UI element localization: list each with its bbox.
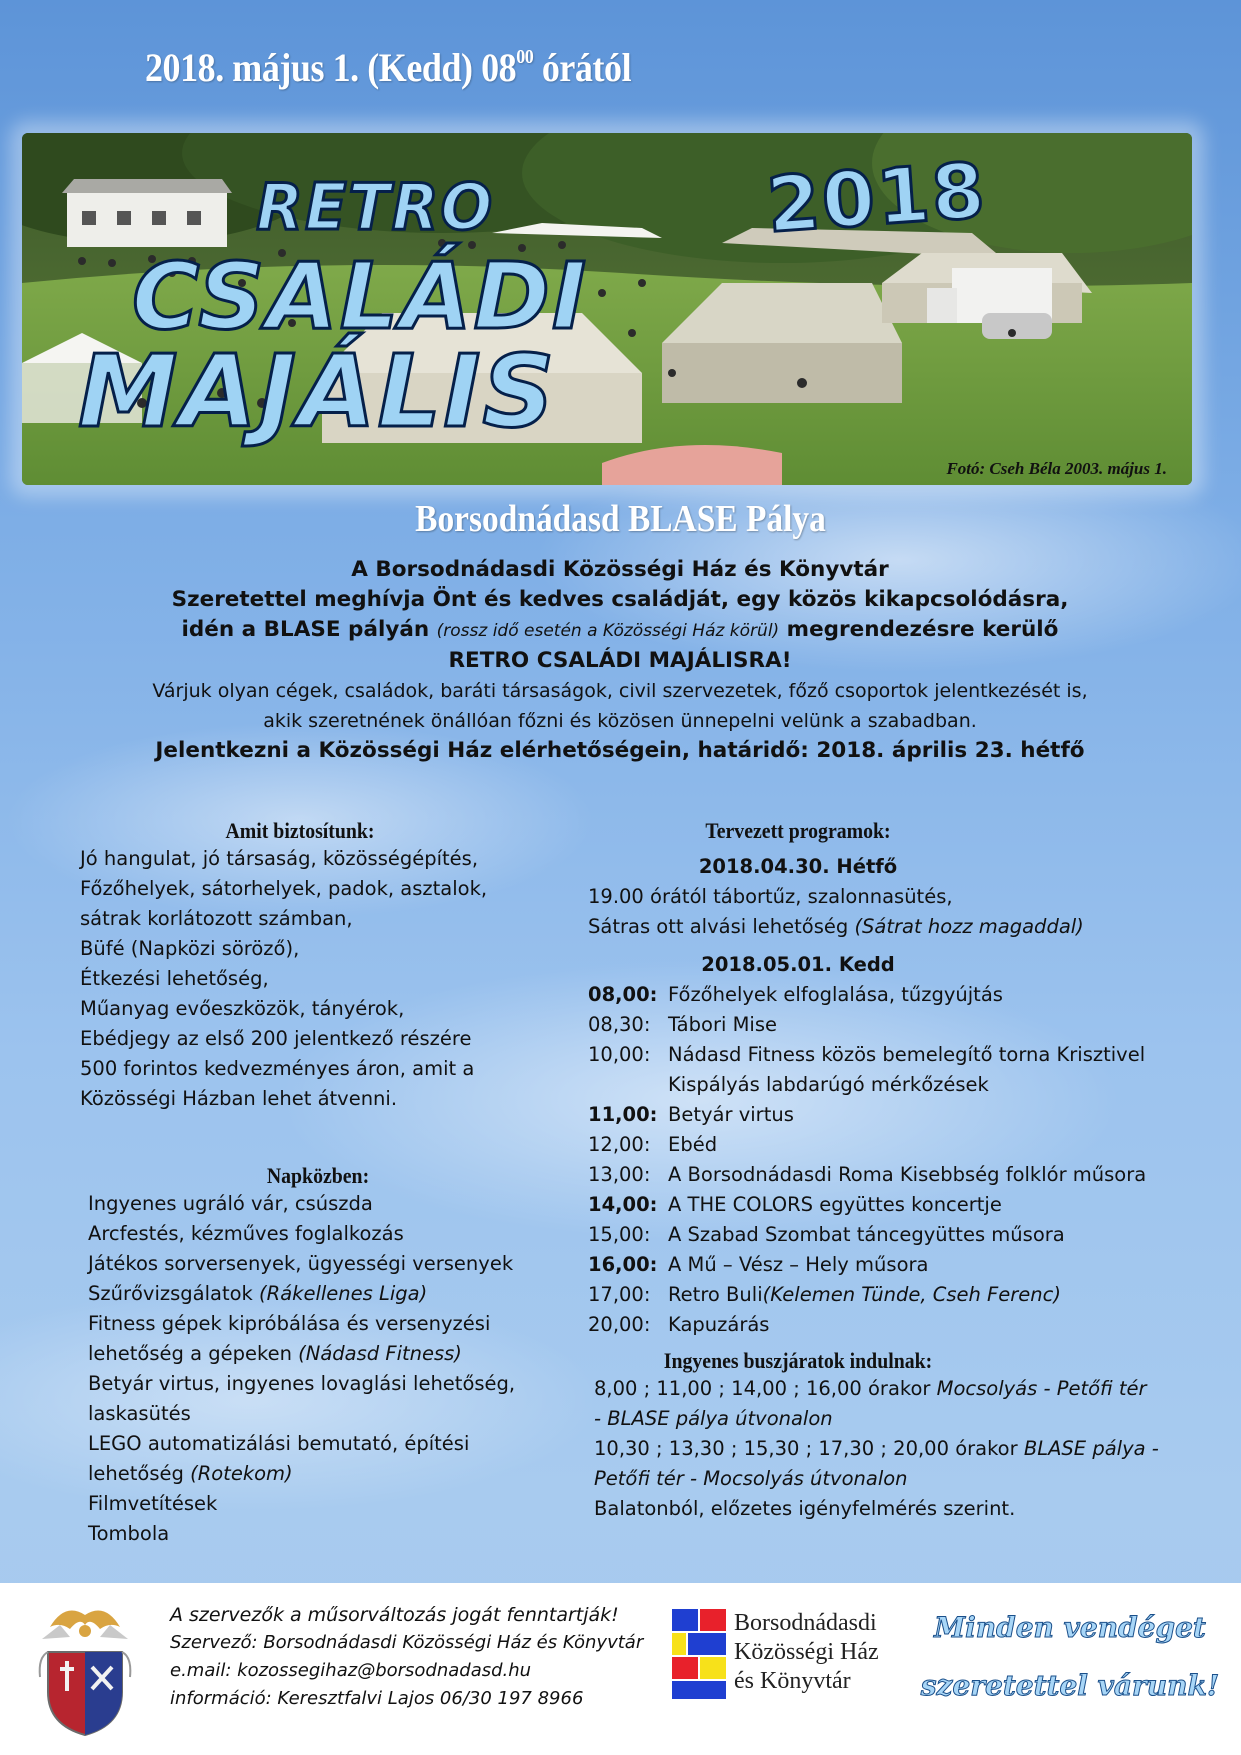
bus-line1-b: Mocsolyás - Petőfi tér: [936, 1377, 1147, 1400]
provided-section: [80, 818, 520, 1114]
library-logo-line2: Közösségi Ház: [734, 1639, 879, 1665]
footer-email[interactable]: e.mail: kozossegihaz@borsodnadasd.hu: [170, 1660, 532, 1681]
program-row: [588, 1040, 1208, 1070]
program-row-text: Betyár virtus: [668, 1103, 794, 1126]
program-row: [588, 1250, 1208, 1280]
program-row-time: [588, 1070, 662, 1100]
title-csaladi: CSALÁDI: [132, 243, 589, 350]
daytime-heading: Napközben:: [266, 1163, 370, 1188]
provided-item: Főzőhelyek, sátorhelyek, padok, asztalok,: [80, 877, 488, 900]
daytime-item-text: lehetőség: [88, 1462, 191, 1485]
date-tail: órától: [533, 45, 632, 90]
bus-line3-a: 10,30 ; 13,30 ; 15,30 ; 17,30 ; 20,00 órakor: [594, 1437, 1024, 1460]
daytime-item-text: laskasütés: [88, 1402, 191, 1425]
daytime-item-text: Játékos sorversenyek, ügyességi versenyek: [88, 1252, 514, 1275]
program-row-time: 13,00:: [588, 1163, 651, 1186]
title-retro: RETRO: [256, 171, 495, 245]
program-row-note: (Kelemen Tünde, Cseh Ferenc): [762, 1283, 1061, 1306]
photo-credit: Fotó: Cseh Béla 2003. május 1.: [946, 459, 1167, 478]
program-row: [588, 1070, 1208, 1100]
program-row-time: 08,00:: [588, 983, 658, 1006]
provided-item: Étkezési lehetőség,: [80, 967, 269, 990]
program-row-text: Kispályás labdarúgó mérkőzések: [668, 1073, 989, 1096]
daytime-item: [88, 1189, 548, 1219]
program-section: [588, 818, 1208, 1524]
invitation-line3-b: (rossz idő esetén a Közösségi Ház körül): [436, 621, 780, 641]
program-schedule: [588, 980, 1208, 1340]
bus-line1: [588, 1374, 1208, 1404]
daytime-item-text: LEGO automatizálási bemutató, építési: [88, 1432, 470, 1455]
program-row-time: 11,00:: [588, 1103, 658, 1126]
provided-item: sátrak korlátozott számban,: [80, 907, 353, 930]
program-row-text: Főzőhelyek elfoglalása, tűzgyújtás: [668, 983, 1003, 1006]
event-date-heading: [145, 44, 631, 91]
program-day1-line1: 19.00 órától tábortűz, szalonnasütés,: [588, 885, 953, 908]
program-row: [588, 1160, 1208, 1190]
program-day2: 2018.05.01. Kedd: [701, 953, 895, 976]
program-day1: 2018.04.30. Hétfő: [698, 855, 898, 878]
footer-contact: információ: Keresztfalvi Lajos 06/30 197 8966: [170, 1688, 584, 1709]
daytime-item: [88, 1369, 548, 1399]
banner-photo: [22, 133, 1192, 485]
date-sup: 00: [516, 46, 534, 68]
program-row: [588, 1310, 1208, 1340]
day1-line2-a: Sátras ott alvási lehetőség: [588, 915, 855, 938]
daytime-item: [88, 1279, 548, 1309]
provided-item: Büfé (Napközi söröző),: [80, 937, 300, 960]
bus-line3: [588, 1434, 1208, 1464]
title-majalis: MAJÁLIS: [78, 333, 557, 450]
program-row-time: 16,00:: [588, 1253, 658, 1276]
provided-item: 500 forintos kedvezményes áron, amit a: [80, 1057, 475, 1080]
footer-info: [170, 1601, 643, 1713]
library-logo-line3: és Könyvtár: [734, 1668, 851, 1694]
daytime-item: [88, 1459, 548, 1489]
program-day1-line2: [588, 912, 1208, 942]
bus-line1-a: 8,00 ; 11,00 ; 14,00 ; 16,00 órakor: [594, 1377, 937, 1400]
greeting-line2: szeretettel várunk!: [920, 1669, 1220, 1702]
daytime-item: [88, 1309, 548, 1339]
day1-line2-b: (Sátrat hozz magaddal): [854, 915, 1084, 938]
invitation-line2: Szeretettel meghívja Önt és kedves családját, egy közös kikapcsolódásra,: [171, 587, 1069, 612]
bus-heading: Ingyenes buszjáratok indulnak:: [663, 1348, 933, 1373]
program-row: [588, 1190, 1208, 1220]
daytime-item: [88, 1339, 548, 1369]
program-row-time: 14,00:: [588, 1193, 658, 1216]
daytime-item-text: lehetőség a gépeken: [88, 1342, 299, 1365]
program-row-text: A Mű – Vész – Hely műsora: [668, 1253, 929, 1276]
daytime-item-text: Betyár virtus, ingyenes lovaglási lehetőség,: [88, 1372, 516, 1395]
program-row: [588, 1100, 1208, 1130]
program-row-time: 20,00:: [588, 1313, 651, 1336]
program-row-text: Ebéd: [668, 1133, 718, 1156]
daytime-section: [88, 1163, 548, 1549]
invitation-event-name: RETRO CSALÁDI MAJÁLISRA!: [448, 648, 792, 673]
provided-list: [80, 844, 520, 1114]
daytime-item-note: (Rákellenes Liga): [259, 1282, 428, 1305]
daytime-item-text: Arcfestés, kézműves foglalkozás: [88, 1222, 404, 1245]
library-logo: [672, 1609, 902, 1719]
daytime-item-note: (Nádasd Fitness): [298, 1342, 462, 1365]
program-row-time: 17,00:: [588, 1283, 651, 1306]
program-row-text: Nádasd Fitness közös bemelegítő torna Krisztivel: [668, 1043, 1146, 1066]
daytime-item: [88, 1249, 548, 1279]
program-row-time: 12,00:: [588, 1133, 651, 1156]
program-row-text: A Borsodnádasdi Roma Kisebbség folklór műsora: [668, 1163, 1147, 1186]
greeting-line1: Minden vendéget: [934, 1611, 1206, 1644]
program-row-text: Kapuzárás: [668, 1313, 770, 1336]
program-row-time: 15,00:: [588, 1223, 651, 1246]
invitation-organizer: A Borsodnádasdi Közösségi Ház és Könyvtár: [351, 557, 889, 582]
invitation-block: [60, 555, 1180, 766]
daytime-item-text: Fitness gépek kipróbálása és versenyzési: [88, 1312, 491, 1335]
bus-line2: - BLASE pálya útvonalon: [594, 1407, 833, 1430]
program-row-time: 10,00:: [588, 1043, 651, 1066]
venue-heading: Borsodnádasd BLASE Pálya: [415, 498, 826, 540]
provided-item: Ebédjegy az első 200 jelentkező részére: [80, 1027, 472, 1050]
program-row-text: A Szabad Szombat táncegyüttes műsora: [668, 1223, 1065, 1246]
invitation-line6: akik szeretnének önállóan főzni és közösen ünnepelni velünk a szabadban.: [263, 710, 977, 732]
invitation-line3: [60, 615, 1180, 646]
daytime-item: [88, 1489, 548, 1519]
daytime-item-note: (Rotekom): [190, 1462, 293, 1485]
program-row-time: 08,30:: [588, 1013, 651, 1036]
daytime-item: [88, 1399, 548, 1429]
daytime-item-text: Tombola: [88, 1522, 170, 1545]
title-year: 2018: [764, 145, 990, 250]
footer-disclaimer: A szervezők a műsorváltozás jogát fenntartják!: [170, 1604, 619, 1626]
greeting: [920, 1599, 1220, 1715]
daytime-list: [88, 1189, 548, 1549]
provided-item: Jó hangulat, jó társaság, közösségépítés,: [80, 847, 479, 870]
daytime-item: [88, 1219, 548, 1249]
daytime-item-text: Ingyenes ugráló vár, csúszda: [88, 1192, 373, 1215]
footer-organizer: Szervező: Borsodnádasdi Közösségi Ház és Könyvtár: [170, 1632, 644, 1653]
coat-of-arms-icon: [30, 1597, 140, 1742]
invitation-line3-a: idén a BLASE pályán: [181, 617, 437, 642]
program-row-text: A THE COLORS együttes koncertje: [668, 1193, 1002, 1216]
invitation-line3-c: megrendezésre kerülő: [779, 617, 1059, 642]
library-logo-line1: Borsodnádasdi: [734, 1610, 877, 1636]
program-heading: Tervezett programok:: [705, 818, 891, 843]
daytime-item: [88, 1429, 548, 1459]
registration-deadline: Jelentkezni a Közösségi Ház elérhetőségein, határidő: 2018. április 23. hétfő: [155, 738, 1085, 763]
program-row: [588, 1130, 1208, 1160]
program-row: [588, 980, 1208, 1010]
provided-item: Közösségi Házban lehet átvenni.: [80, 1087, 398, 1110]
program-row-text: Tábori Mise: [668, 1013, 777, 1036]
provided-item: Műanyag evőeszközök, tányérok,: [80, 997, 405, 1020]
footer: [0, 1583, 1241, 1755]
daytime-item: [88, 1519, 548, 1549]
invitation-line5: Várjuk olyan cégek, családok, baráti társaságok, civil szervezetek, főző csoportok jelentkezését is,: [152, 680, 1088, 702]
bus-line5: Balatonból, előzetes igényfelmérés szerint.: [594, 1497, 1016, 1520]
program-row: [588, 1010, 1208, 1040]
bus-line3-b: BLASE pálya -: [1023, 1437, 1159, 1460]
daytime-item-text: Filmvetítések: [88, 1492, 218, 1515]
program-row: [588, 1280, 1208, 1310]
provided-heading: Amit biztosítunk:: [225, 818, 375, 843]
program-row-text: Retro Buli: [668, 1283, 763, 1306]
date-main: 2018. május 1. (Kedd) 08: [145, 45, 517, 90]
daytime-item-text: Szűrővizsgálatok: [88, 1282, 260, 1305]
library-logo-blocks-icon: [672, 1609, 732, 1701]
program-row: [588, 1220, 1208, 1250]
bus-line4: Petőfi tér - Mocsolyás útvonalon: [594, 1467, 908, 1490]
